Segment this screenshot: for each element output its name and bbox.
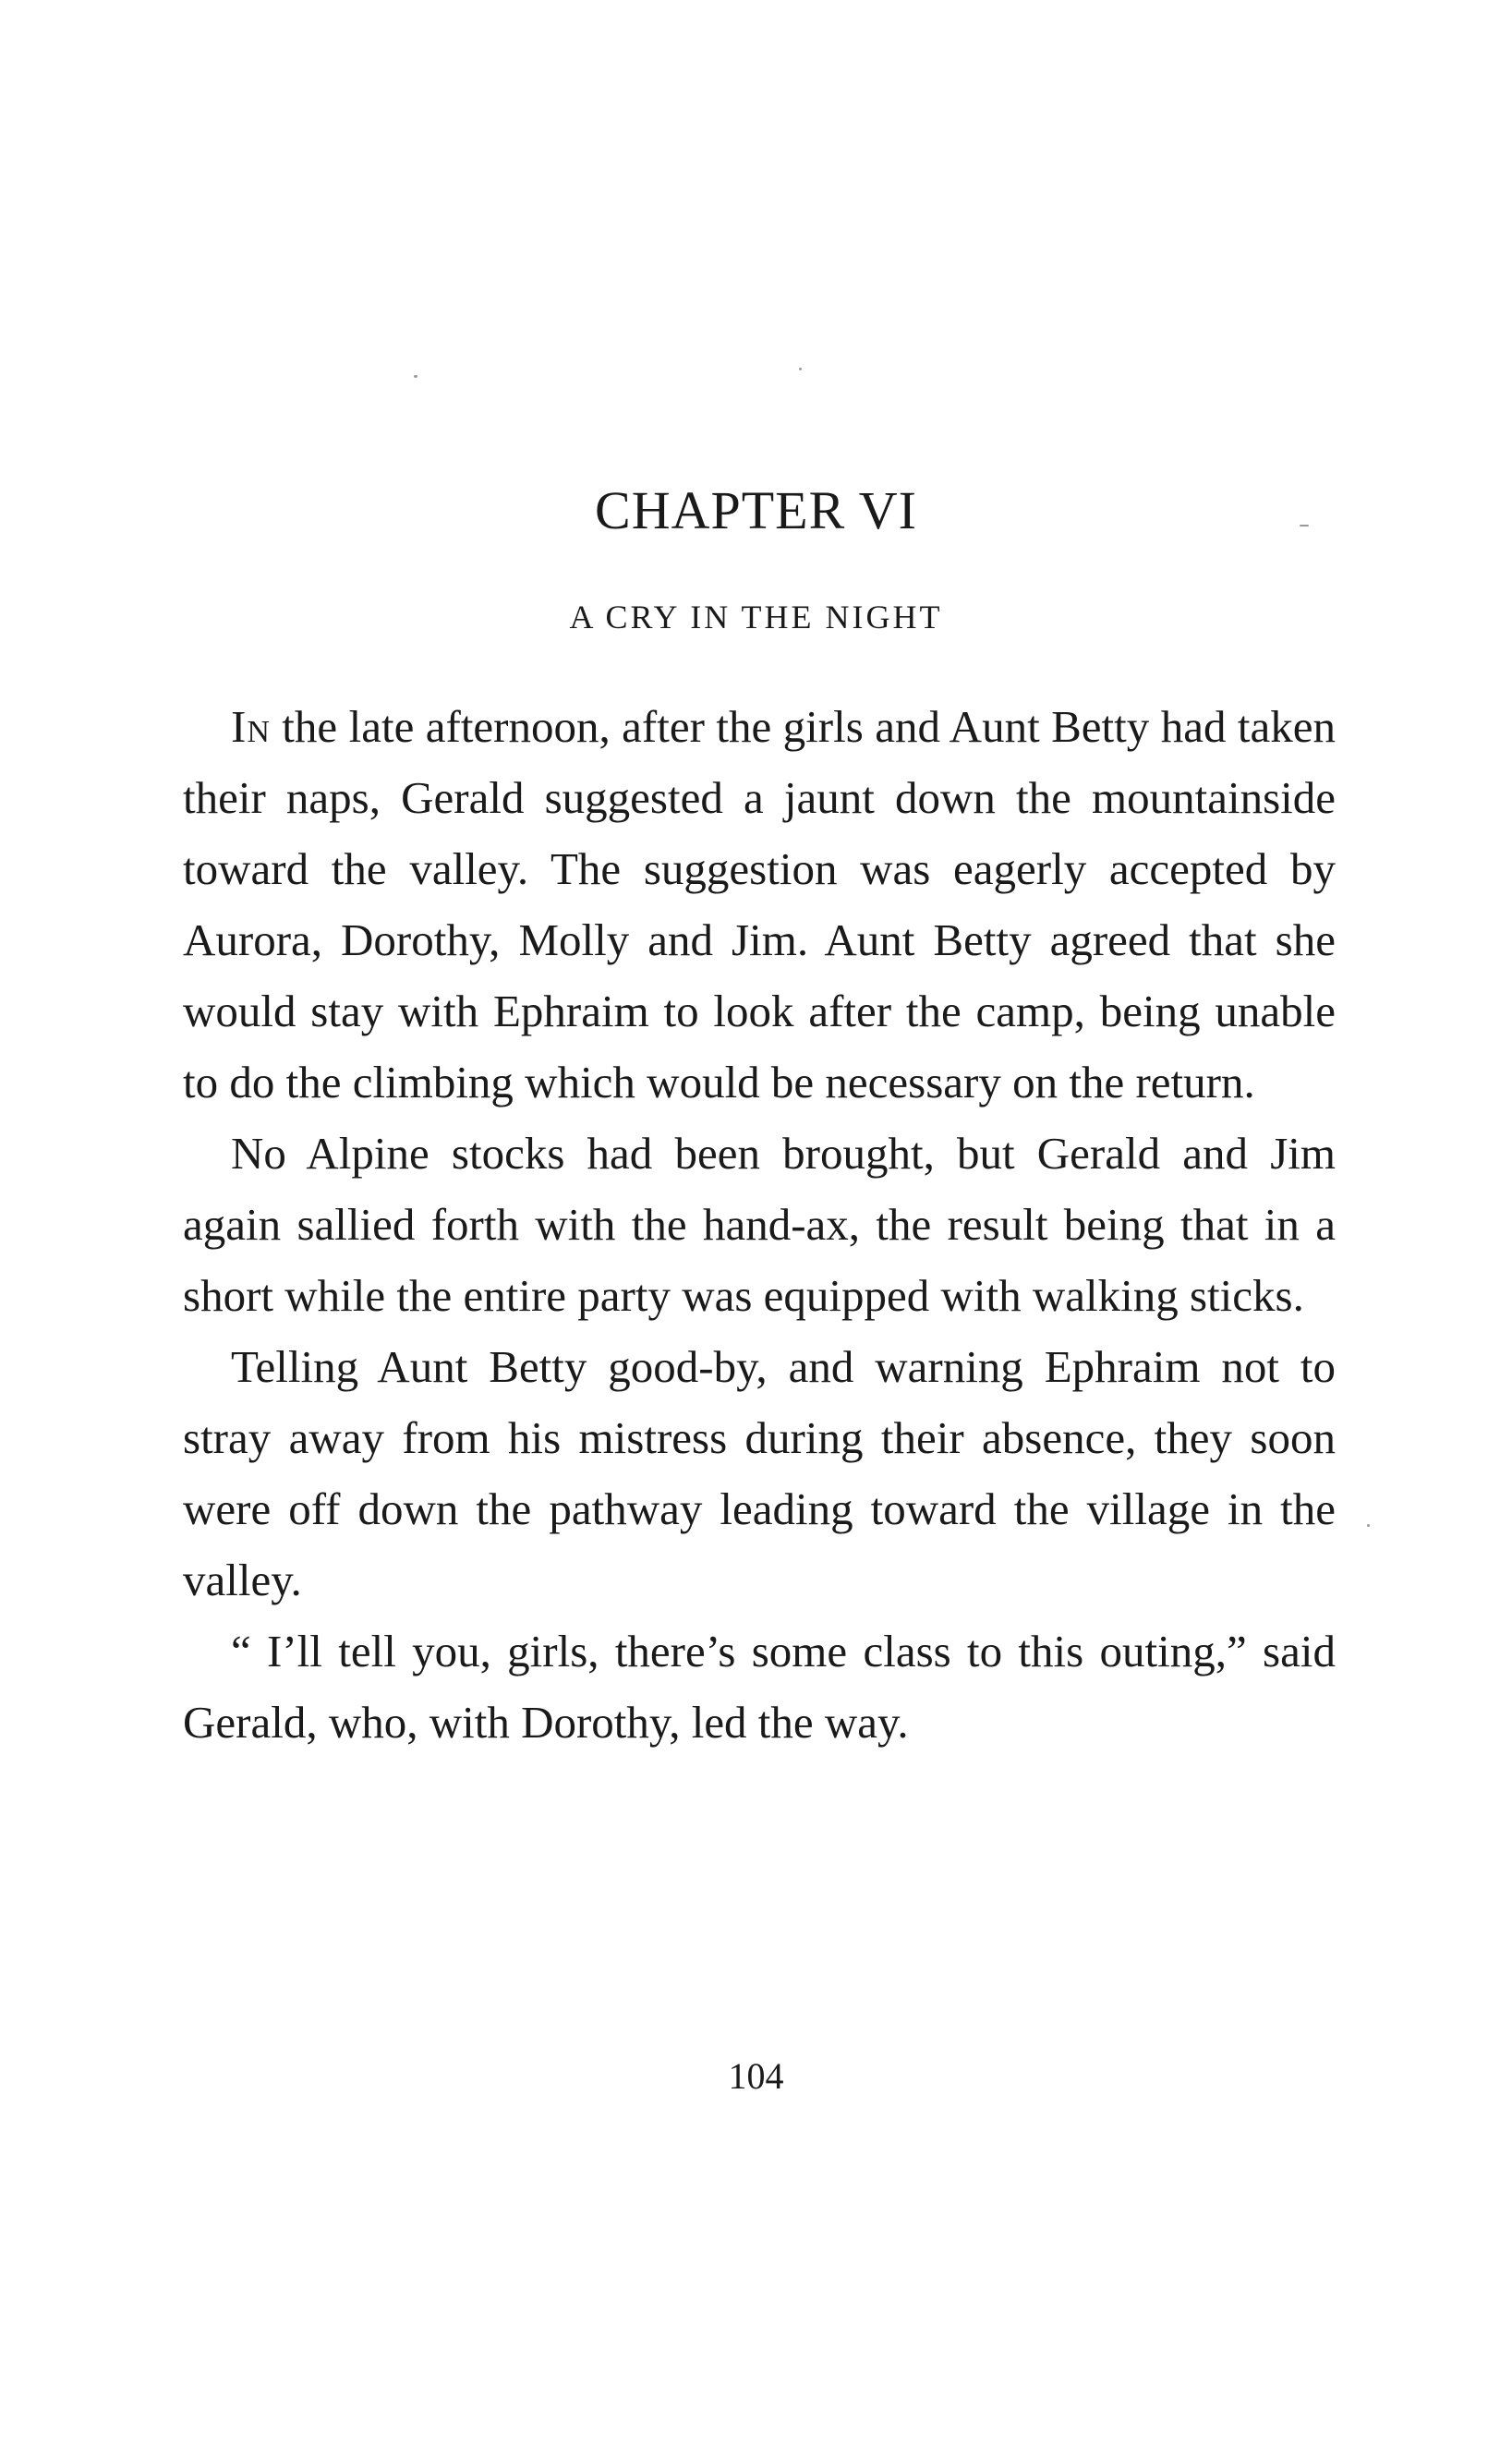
page-number: 104 bbox=[728, 2055, 784, 2097]
paragraph: Telling Aunt Betty good-by, and warning Ephraim not to stray away from his mistress during their absence, they soon were off down the pathway leading toward the village in the valley. bbox=[183, 1341, 1336, 1605]
paragraph bbox=[183, 691, 1336, 1118]
paragraph: “ I’ll tell you, girls, there’s some class to this outing,” said Gerald, who, with Dorothy, led the way. bbox=[183, 1626, 1336, 1748]
chapter-subtitle: A CRY IN THE NIGHT bbox=[569, 599, 943, 635]
scan-speck bbox=[799, 368, 802, 370]
chapter-body bbox=[183, 691, 1336, 1758]
paragraph: No Alpine stocks had been brought, but Gerald and Jim again sallied forth with the hand-ax, the result being that in a short while the entire party was equipped with walking sticks. bbox=[183, 1128, 1336, 1321]
scan-speck bbox=[1367, 1524, 1370, 1527]
drop-lead-word: In bbox=[231, 701, 271, 752]
scan-speck bbox=[414, 375, 417, 378]
paragraph-text: the late afternoon, after the girls and Aunt Betty had taken their naps, Gerald suggested a jaunt down the mountainside toward the valley. The suggestion was eagerly accepted by Aurora, Dorothy, Molly and Jim. Aunt Betty agreed that she would stay with Ephraim to look after the camp, being unable to do the climbing which would be necessary on the return. bbox=[183, 701, 1336, 1108]
chapter-title: CHAPTER VI bbox=[595, 480, 917, 540]
